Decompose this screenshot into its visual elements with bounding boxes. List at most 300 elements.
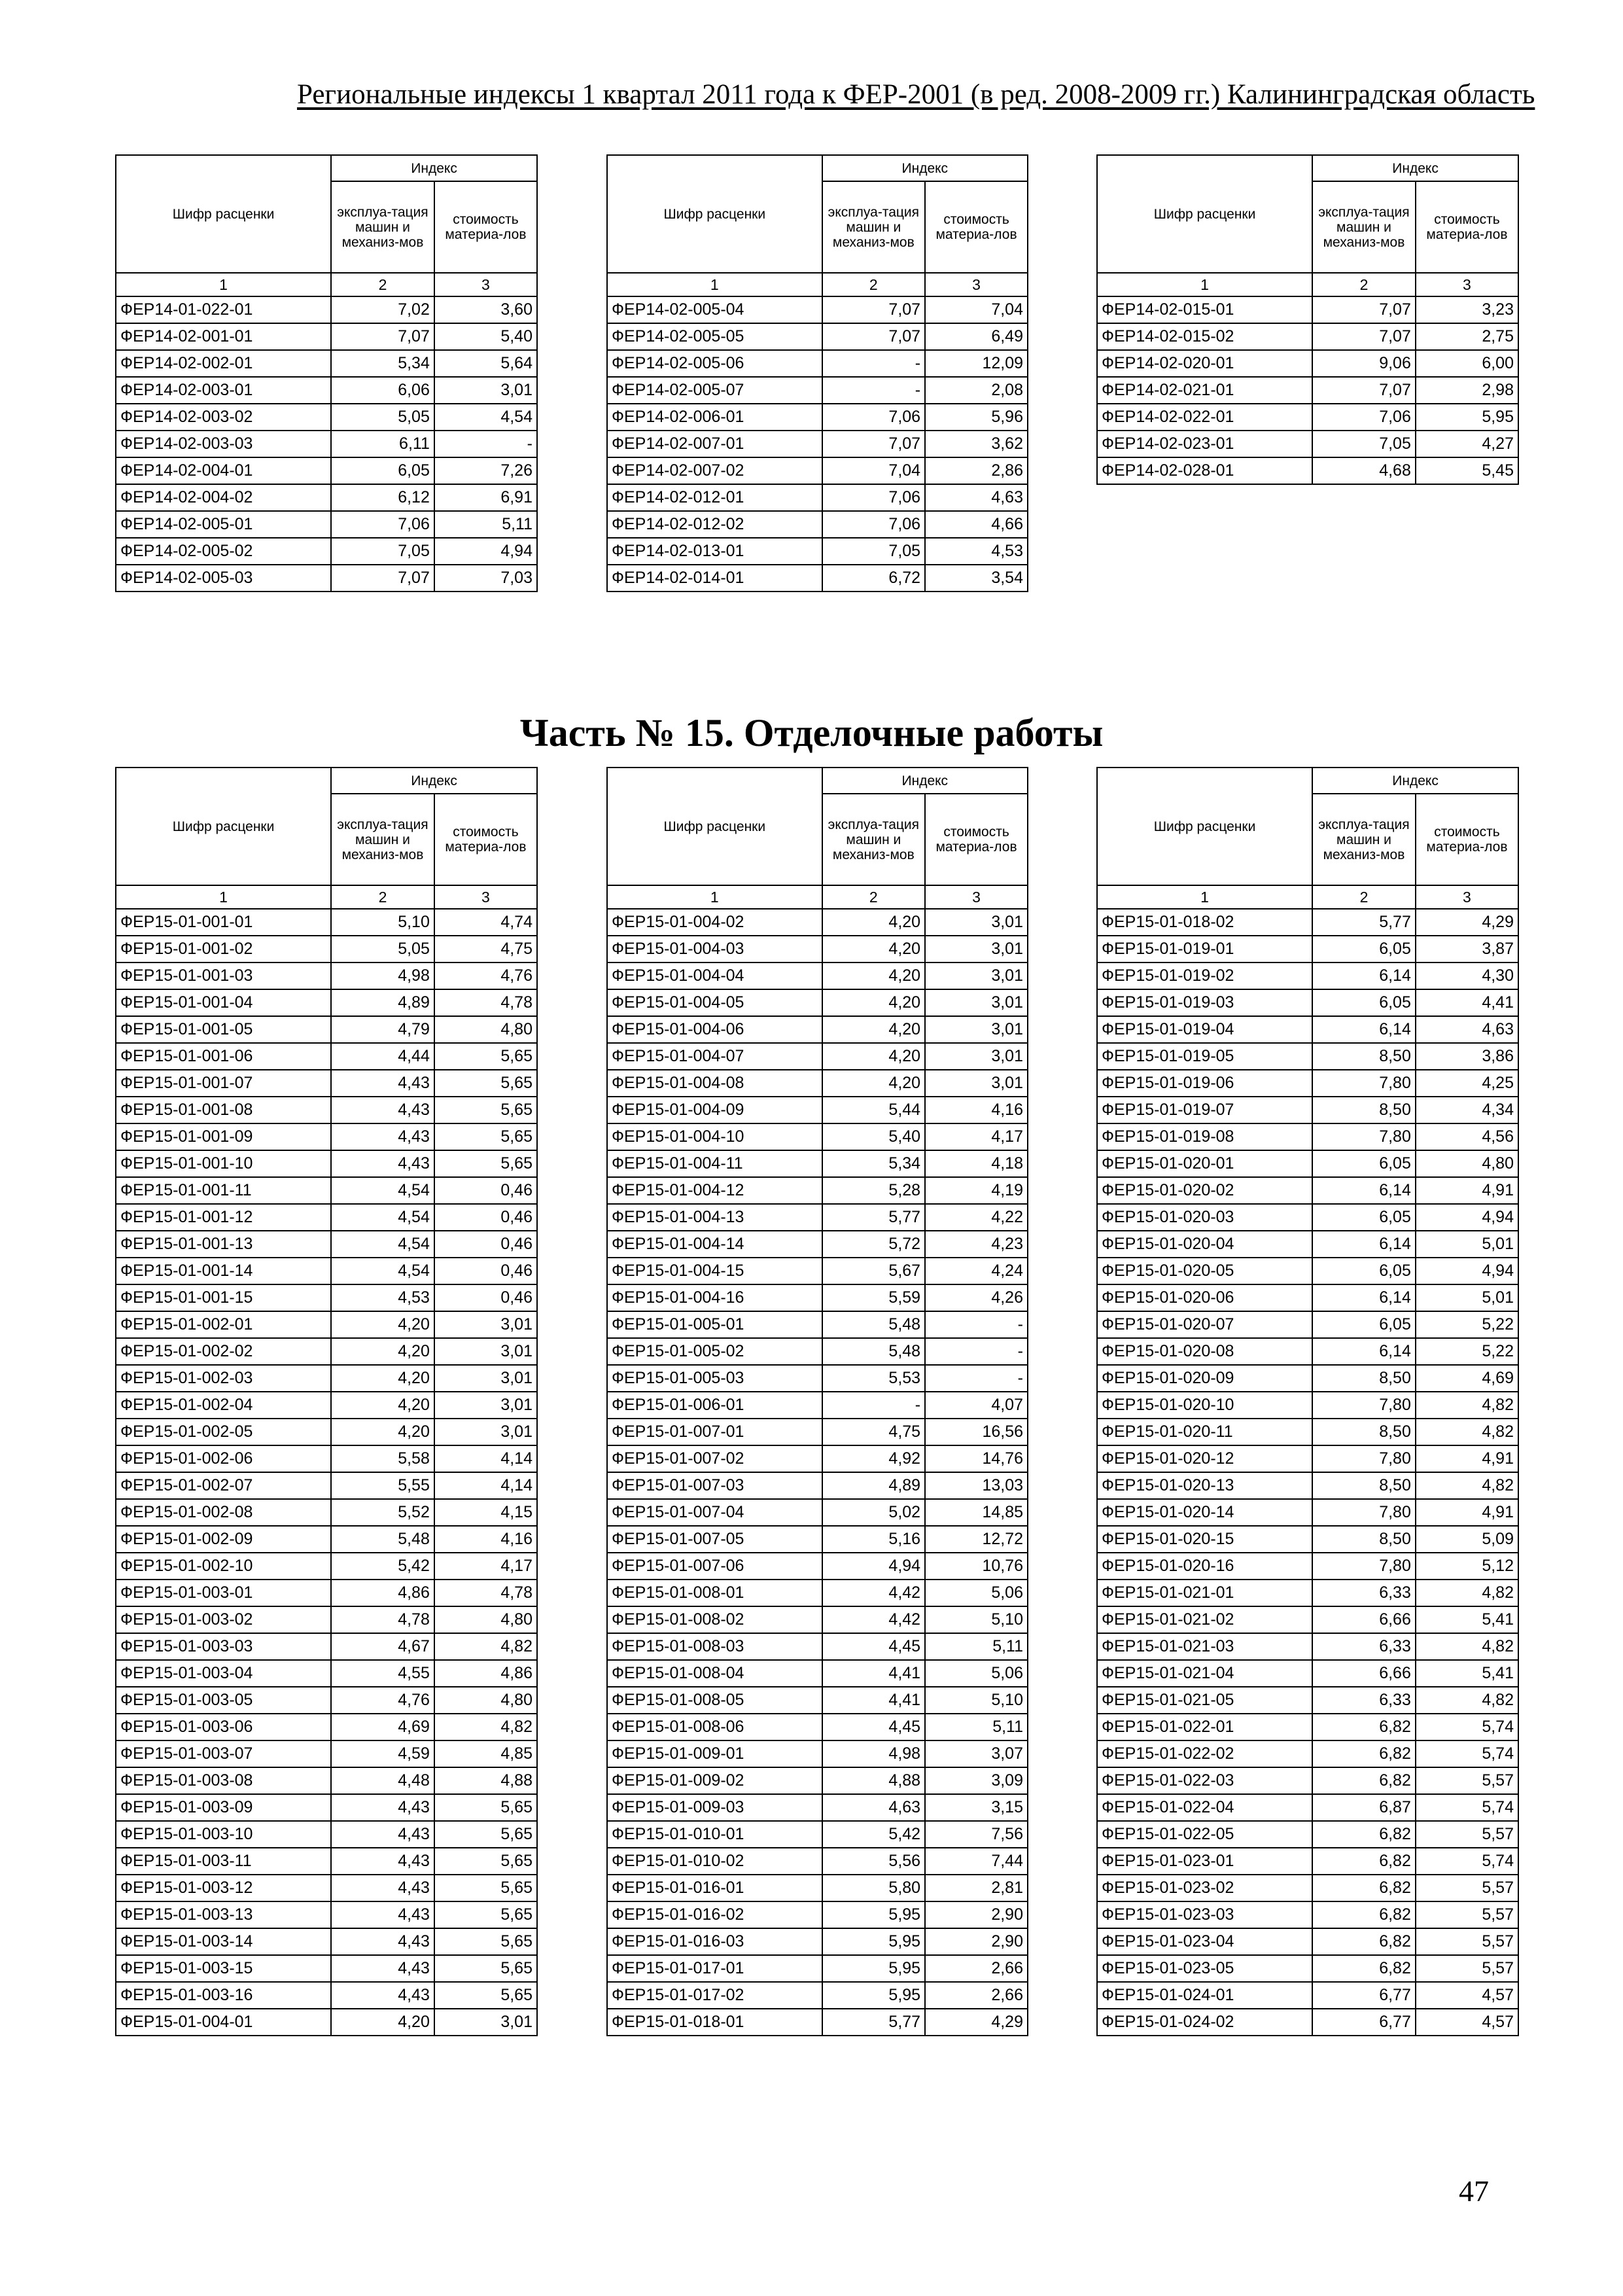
materials-index-cell: 5,96 [925, 404, 1028, 431]
materials-index-cell: 5,74 [1416, 1848, 1518, 1875]
machines-index-cell: 6,82 [1312, 1821, 1416, 1848]
table-row [1097, 1231, 1518, 1258]
machines-index-cell: 4,41 [822, 1660, 926, 1687]
machines-index-cell: 6,33 [1312, 1633, 1416, 1660]
materials-index-cell: 4,78 [434, 989, 537, 1016]
materials-index-cell: 5,22 [1416, 1311, 1518, 1338]
machines-index-cell: 5,48 [822, 1311, 926, 1338]
materials-index-cell: 4,07 [925, 1392, 1028, 1419]
table-row [1097, 936, 1518, 963]
machines-column-header: эксплуа-тация машин и механиз-мов [1312, 794, 1416, 885]
materials-index-cell: 5,06 [925, 1660, 1028, 1687]
column-number: 2 [822, 273, 926, 296]
machines-index-cell: 4,43 [331, 1982, 434, 2009]
machines-index-cell: 4,54 [331, 1204, 434, 1231]
rate-code-cell: ФЕР15-01-004-05 [607, 989, 822, 1016]
materials-index-cell: 3,01 [434, 1419, 537, 1445]
table-row [607, 323, 1028, 350]
rate-code-cell: ФЕР15-01-019-06 [1097, 1070, 1312, 1097]
materials-index-cell: 5,11 [925, 1633, 1028, 1660]
materials-index-cell: 4,82 [1416, 1687, 1518, 1714]
index-table-part14-col2 [606, 154, 1028, 592]
table-row [607, 538, 1028, 565]
rate-code-cell: ФЕР15-01-020-05 [1097, 1258, 1312, 1284]
table-row [607, 296, 1028, 323]
materials-index-cell: 4,29 [925, 2009, 1028, 2036]
table-row [1097, 323, 1518, 350]
materials-index-cell: 4,69 [1416, 1365, 1518, 1392]
machines-index-cell: 4,43 [331, 1070, 434, 1097]
machines-index-cell: 4,79 [331, 1016, 434, 1043]
materials-index-cell: 2,66 [925, 1955, 1028, 1982]
table-row [1097, 1258, 1518, 1284]
machines-index-cell: 6,14 [1312, 1016, 1416, 1043]
machines-index-cell: 6,87 [1312, 1794, 1416, 1821]
machines-column-header: эксплуа-тация машин и механиз-мов [822, 794, 926, 885]
table-row [607, 1767, 1028, 1794]
materials-index-cell: 2,98 [1416, 377, 1518, 404]
rate-code-cell: ФЕР15-01-020-04 [1097, 1231, 1312, 1258]
materials-index-cell: 10,76 [925, 1553, 1028, 1580]
materials-index-cell: 5,65 [434, 1848, 537, 1875]
rate-code-cell: ФЕР15-01-004-02 [607, 909, 822, 936]
table-row [1097, 1499, 1518, 1526]
machines-index-cell: 7,07 [331, 323, 434, 350]
table-row [1097, 909, 1518, 936]
table-row [607, 1740, 1028, 1767]
machines-index-cell: 8,50 [1312, 1419, 1416, 1445]
column-number: 1 [607, 885, 822, 909]
index-column-header: Индекс [1312, 155, 1518, 181]
machines-index-cell: 5,05 [331, 936, 434, 963]
table-row [607, 565, 1028, 592]
rate-code-cell: ФЕР15-01-001-06 [116, 1043, 331, 1070]
materials-index-cell: 3,01 [925, 1070, 1028, 1097]
materials-index-cell: 4,17 [925, 1123, 1028, 1150]
table-row [607, 989, 1028, 1016]
table-row [116, 457, 537, 484]
table-row [607, 1660, 1028, 1687]
materials-index-cell: 5,65 [434, 1150, 537, 1177]
rate-code-cell: ФЕР15-01-007-05 [607, 1526, 822, 1553]
machines-index-cell: 7,80 [1312, 1553, 1416, 1580]
machines-index-cell: 6,66 [1312, 1606, 1416, 1633]
machines-index-cell: 7,07 [822, 431, 926, 457]
machines-index-cell: 7,05 [331, 538, 434, 565]
machines-index-cell: 7,07 [822, 323, 926, 350]
table-row [1097, 1714, 1518, 1740]
table-row [607, 1472, 1028, 1499]
code-column-header: Шифр расценки [1097, 768, 1312, 885]
rate-code-cell: ФЕР15-01-001-10 [116, 1150, 331, 1177]
machines-index-cell: 8,50 [1312, 1472, 1416, 1499]
machines-index-cell: 6,05 [1312, 1311, 1416, 1338]
rate-code-cell: ФЕР15-01-008-06 [607, 1714, 822, 1740]
rate-code-cell: ФЕР14-02-005-02 [116, 538, 331, 565]
rate-code-cell: ФЕР15-01-009-02 [607, 1767, 822, 1794]
column-number: 3 [1416, 885, 1518, 909]
machines-index-cell: 6,12 [331, 484, 434, 511]
rate-code-cell: ФЕР15-01-002-03 [116, 1365, 331, 1392]
rate-code-cell: ФЕР15-01-002-01 [116, 1311, 331, 1338]
table-row [607, 1875, 1028, 1901]
machines-index-cell: 5,77 [822, 2009, 926, 2036]
materials-index-cell: 5,45 [1416, 457, 1518, 484]
materials-index-cell: 4,94 [1416, 1204, 1518, 1231]
column-number: 2 [822, 885, 926, 909]
table-row [607, 1284, 1028, 1311]
rate-code-cell: ФЕР15-01-004-03 [607, 936, 822, 963]
column-number: 2 [331, 885, 434, 909]
rate-code-cell: ФЕР15-01-005-03 [607, 1365, 822, 1392]
rate-code-cell: ФЕР14-02-005-04 [607, 296, 822, 323]
materials-index-cell: 4,80 [434, 1687, 537, 1714]
materials-index-cell: 5,01 [1416, 1231, 1518, 1258]
materials-index-cell: 4,80 [434, 1606, 537, 1633]
table-row [607, 1016, 1028, 1043]
machines-index-cell: 4,20 [822, 1070, 926, 1097]
rate-code-cell: ФЕР14-02-013-01 [607, 538, 822, 565]
table-row [607, 1794, 1028, 1821]
rate-code-cell: ФЕР15-01-001-02 [116, 936, 331, 963]
table-row [1097, 1472, 1518, 1499]
materials-index-cell: 5,57 [1416, 1767, 1518, 1794]
table-row [1097, 431, 1518, 457]
materials-index-cell: 4,41 [1416, 989, 1518, 1016]
materials-index-cell: 3,01 [434, 1392, 537, 1419]
table-row [1097, 963, 1518, 989]
table-row [1097, 1553, 1518, 1580]
table-row [1097, 1016, 1518, 1043]
rate-code-cell: ФЕР15-01-001-14 [116, 1258, 331, 1284]
table-row [1097, 1204, 1518, 1231]
table-row [607, 1821, 1028, 1848]
rate-code-cell: ФЕР14-02-001-01 [116, 323, 331, 350]
rate-code-cell: ФЕР15-01-003-10 [116, 1821, 331, 1848]
machines-index-cell: 5,48 [331, 1526, 434, 1553]
rate-code-cell: ФЕР15-01-004-08 [607, 1070, 822, 1097]
materials-index-cell: 5,09 [1416, 1526, 1518, 1553]
rate-code-cell: ФЕР15-01-020-09 [1097, 1365, 1312, 1392]
materials-index-cell: 4,78 [434, 1580, 537, 1606]
materials-index-cell: 5,65 [434, 1123, 537, 1150]
machines-index-cell: - [822, 350, 926, 377]
machines-index-cell: 6,82 [1312, 1901, 1416, 1928]
machines-index-cell: 4,43 [331, 1928, 434, 1955]
rate-code-cell: ФЕР15-01-001-11 [116, 1177, 331, 1204]
machines-index-cell: 7,06 [331, 511, 434, 538]
machines-index-cell: 8,50 [1312, 1365, 1416, 1392]
materials-column-header: стоимость материа-лов [434, 181, 537, 273]
rate-code-cell: ФЕР15-01-001-15 [116, 1284, 331, 1311]
materials-index-cell: 6,49 [925, 323, 1028, 350]
rate-code-cell: ФЕР15-01-003-11 [116, 1848, 331, 1875]
table-row [116, 1123, 537, 1150]
table-row [607, 1982, 1028, 2009]
materials-index-cell: 2,08 [925, 377, 1028, 404]
rate-code-cell: ФЕР15-01-021-04 [1097, 1660, 1312, 1687]
table-row [1097, 1150, 1518, 1177]
machines-index-cell: 4,43 [331, 1901, 434, 1928]
table-row [1097, 1660, 1518, 1687]
materials-index-cell: 5,64 [434, 350, 537, 377]
machines-index-cell: 4,20 [331, 1392, 434, 1419]
table-row [1097, 1526, 1518, 1553]
machines-index-cell: 7,07 [1312, 296, 1416, 323]
table-row [116, 1767, 537, 1794]
machines-index-cell: 4,43 [331, 1097, 434, 1123]
table-row [1097, 1794, 1518, 1821]
machines-index-cell: 5,72 [822, 1231, 926, 1258]
machines-index-cell: 7,07 [1312, 323, 1416, 350]
materials-index-cell: 0,46 [434, 1204, 537, 1231]
materials-index-cell: 4,19 [925, 1177, 1028, 1204]
rate-code-cell: ФЕР15-01-003-08 [116, 1767, 331, 1794]
machines-index-cell: 5,59 [822, 1284, 926, 1311]
machines-index-cell: 6,14 [1312, 1177, 1416, 1204]
materials-index-cell: 12,72 [925, 1526, 1028, 1553]
rate-code-cell: ФЕР15-01-022-05 [1097, 1821, 1312, 1848]
table-row [607, 1070, 1028, 1097]
machines-index-cell: 6,06 [331, 377, 434, 404]
table-row [607, 484, 1028, 511]
materials-index-cell: 4,29 [1416, 909, 1518, 936]
rate-code-cell: ФЕР15-01-002-08 [116, 1499, 331, 1526]
machines-index-cell: 4,43 [331, 1150, 434, 1177]
table-row [1097, 1928, 1518, 1955]
materials-index-cell: 4,91 [1416, 1177, 1518, 1204]
table-row [116, 1392, 537, 1419]
machines-index-cell: 6,72 [822, 565, 926, 592]
materials-index-cell: 4,25 [1416, 1070, 1518, 1097]
rate-code-cell: ФЕР15-01-003-13 [116, 1901, 331, 1928]
materials-index-cell: 7,03 [434, 565, 537, 592]
table-row [116, 404, 537, 431]
table-row [116, 511, 537, 538]
materials-index-cell: 4,24 [925, 1258, 1028, 1284]
materials-index-cell: 4,94 [434, 538, 537, 565]
machines-index-cell: 4,43 [331, 1794, 434, 1821]
rate-code-cell: ФЕР14-02-004-01 [116, 457, 331, 484]
table-row [607, 1338, 1028, 1365]
table-row [116, 538, 537, 565]
materials-index-cell: 4,57 [1416, 2009, 1518, 2036]
materials-index-cell: 4,15 [434, 1499, 537, 1526]
materials-index-cell: 3,60 [434, 296, 537, 323]
materials-index-cell: 13,03 [925, 1472, 1028, 1499]
table-row [607, 1123, 1028, 1150]
rate-code-cell: ФЕР15-01-020-01 [1097, 1150, 1312, 1177]
rate-code-cell: ФЕР14-02-002-01 [116, 350, 331, 377]
machines-index-cell: 4,59 [331, 1740, 434, 1767]
rate-code-cell: ФЕР14-02-005-01 [116, 511, 331, 538]
rate-code-cell: ФЕР15-01-020-07 [1097, 1311, 1312, 1338]
table-row [1097, 1043, 1518, 1070]
rate-code-cell: ФЕР14-02-004-02 [116, 484, 331, 511]
index-column-header: Индекс [1312, 768, 1518, 794]
table-row [607, 1097, 1028, 1123]
table-row [607, 1445, 1028, 1472]
rate-code-cell: ФЕР15-01-009-01 [607, 1740, 822, 1767]
materials-index-cell: 4,63 [925, 484, 1028, 511]
machines-index-cell: 4,45 [822, 1633, 926, 1660]
rate-code-cell: ФЕР15-01-016-03 [607, 1928, 822, 1955]
table-row [1097, 2009, 1518, 2036]
machines-index-cell: 6,11 [331, 431, 434, 457]
rate-code-cell: ФЕР14-02-015-01 [1097, 296, 1312, 323]
machines-index-cell: 4,20 [822, 1016, 926, 1043]
materials-index-cell: 5,57 [1416, 1821, 1518, 1848]
machines-index-cell: 4,20 [822, 909, 926, 936]
machines-index-cell: 4,63 [822, 1794, 926, 1821]
materials-index-cell: 7,04 [925, 296, 1028, 323]
rate-code-cell: ФЕР14-02-006-01 [607, 404, 822, 431]
machines-index-cell: 5,44 [822, 1097, 926, 1123]
index-table-part15-col2 [606, 767, 1028, 2036]
machines-index-cell: 4,98 [331, 963, 434, 989]
materials-index-cell: 3,01 [434, 1311, 537, 1338]
materials-index-cell: 5,41 [1416, 1606, 1518, 1633]
machines-index-cell: 6,82 [1312, 1928, 1416, 1955]
table-row [1097, 1767, 1518, 1794]
machines-index-cell: 5,58 [331, 1445, 434, 1472]
materials-index-cell: 4,66 [925, 511, 1028, 538]
rate-code-cell: ФЕР15-01-003-01 [116, 1580, 331, 1606]
table-row [1097, 1123, 1518, 1150]
rate-code-cell: ФЕР15-01-008-02 [607, 1606, 822, 1633]
table-row [1097, 1419, 1518, 1445]
machines-index-cell: 4,54 [331, 1177, 434, 1204]
materials-index-cell: 3,01 [925, 1043, 1028, 1070]
rate-code-cell: ФЕР15-01-003-04 [116, 1660, 331, 1687]
table-row [1097, 1392, 1518, 1419]
machines-index-cell: 8,50 [1312, 1097, 1416, 1123]
rate-code-cell: ФЕР15-01-001-08 [116, 1097, 331, 1123]
table-row [116, 1365, 537, 1392]
machines-index-cell: 7,04 [822, 457, 926, 484]
section-title: Часть № 15. Отделочные работы [519, 711, 1104, 754]
rate-code-cell: ФЕР15-01-024-02 [1097, 2009, 1312, 2036]
materials-index-cell: 3,01 [925, 1016, 1028, 1043]
rate-code-cell: ФЕР15-01-020-03 [1097, 1204, 1312, 1231]
rate-code-cell: ФЕР15-01-001-05 [116, 1016, 331, 1043]
rate-code-cell: ФЕР15-01-019-02 [1097, 963, 1312, 989]
table-row [116, 377, 537, 404]
materials-index-cell: 5,74 [1416, 1794, 1518, 1821]
table-row [116, 484, 537, 511]
rate-code-cell: ФЕР14-02-022-01 [1097, 404, 1312, 431]
index-column-header: Индекс [822, 155, 1028, 181]
table-row [1097, 1687, 1518, 1714]
materials-index-cell: 4,91 [1416, 1499, 1518, 1526]
materials-index-cell: 3,15 [925, 1794, 1028, 1821]
rate-code-cell: ФЕР14-02-007-01 [607, 431, 822, 457]
table-row [1097, 1955, 1518, 1982]
machines-column-header: эксплуа-тация машин и механиз-мов [331, 181, 434, 273]
machines-index-cell: 4,98 [822, 1740, 926, 1767]
index-table-part14-col3 [1096, 154, 1519, 485]
rate-code-cell: ФЕР15-01-020-13 [1097, 1472, 1312, 1499]
machines-index-cell: 5,95 [822, 1982, 926, 2009]
materials-index-cell: 3,01 [925, 989, 1028, 1016]
machines-index-cell: 4,75 [822, 1419, 926, 1445]
materials-index-cell: 4,26 [925, 1284, 1028, 1311]
machines-index-cell: 6,05 [1312, 1258, 1416, 1284]
table-row [116, 1660, 537, 1687]
table-row [607, 1580, 1028, 1606]
rate-code-cell: ФЕР15-01-023-03 [1097, 1901, 1312, 1928]
table-row [607, 431, 1028, 457]
machines-index-cell: 5,42 [331, 1553, 434, 1580]
machines-index-cell: 7,05 [822, 538, 926, 565]
rate-code-cell: ФЕР15-01-020-12 [1097, 1445, 1312, 1472]
materials-index-cell: 5,11 [925, 1714, 1028, 1740]
machines-index-cell: 8,50 [1312, 1043, 1416, 1070]
rate-code-cell: ФЕР15-01-002-06 [116, 1445, 331, 1472]
materials-index-cell: 4,53 [925, 538, 1028, 565]
rate-code-cell: ФЕР15-01-003-09 [116, 1794, 331, 1821]
rate-code-cell: ФЕР15-01-024-01 [1097, 1982, 1312, 2009]
machines-index-cell: 6,14 [1312, 1284, 1416, 1311]
materials-index-cell: 3,01 [434, 377, 537, 404]
machines-index-cell: 4,45 [822, 1714, 926, 1740]
rate-code-cell: ФЕР15-01-007-06 [607, 1553, 822, 1580]
materials-index-cell: 3,09 [925, 1767, 1028, 1794]
materials-index-cell: 4,88 [434, 1767, 537, 1794]
index-column-header: Индекс [331, 768, 537, 794]
materials-index-cell: 4,18 [925, 1150, 1028, 1177]
materials-index-cell: 5,65 [434, 1794, 537, 1821]
rate-code-cell: ФЕР15-01-003-14 [116, 1928, 331, 1955]
machines-index-cell: 5,28 [822, 1177, 926, 1204]
table-row [1097, 1821, 1518, 1848]
table-row [607, 1848, 1028, 1875]
machines-index-cell: 5,80 [822, 1875, 926, 1901]
machines-index-cell: 4,48 [331, 1767, 434, 1794]
table-row [607, 1928, 1028, 1955]
rate-code-cell: ФЕР14-02-005-05 [607, 323, 822, 350]
machines-index-cell: 5,53 [822, 1365, 926, 1392]
rate-code-cell: ФЕР14-02-014-01 [607, 565, 822, 592]
materials-index-cell: - [925, 1311, 1028, 1338]
materials-index-cell: 3,01 [925, 963, 1028, 989]
machines-index-cell: 7,80 [1312, 1123, 1416, 1150]
materials-index-cell: 4,82 [1416, 1392, 1518, 1419]
table-row [607, 1177, 1028, 1204]
machines-index-cell: 4,20 [822, 1043, 926, 1070]
materials-index-cell: 5,10 [925, 1687, 1028, 1714]
materials-index-cell: 4,82 [1416, 1472, 1518, 1499]
table-row [116, 1445, 537, 1472]
rate-code-cell: ФЕР15-01-001-09 [116, 1123, 331, 1150]
table-row [607, 511, 1028, 538]
rate-code-cell: ФЕР15-01-008-01 [607, 1580, 822, 1606]
materials-index-cell: 5,40 [434, 323, 537, 350]
rate-code-cell: ФЕР15-01-003-06 [116, 1714, 331, 1740]
materials-index-cell: 4,56 [1416, 1123, 1518, 1150]
table-row [116, 1875, 537, 1901]
table-row [607, 1231, 1028, 1258]
table-row [116, 1714, 537, 1740]
table-row [607, 457, 1028, 484]
rate-code-cell: ФЕР15-01-018-02 [1097, 909, 1312, 936]
table-row [116, 1606, 537, 1633]
materials-index-cell: 0,46 [434, 1258, 537, 1284]
rate-code-cell: ФЕР15-01-022-03 [1097, 1767, 1312, 1794]
rate-code-cell: ФЕР15-01-004-11 [607, 1150, 822, 1177]
rate-code-cell: ФЕР14-02-005-03 [116, 565, 331, 592]
rate-code-cell: ФЕР14-02-021-01 [1097, 377, 1312, 404]
